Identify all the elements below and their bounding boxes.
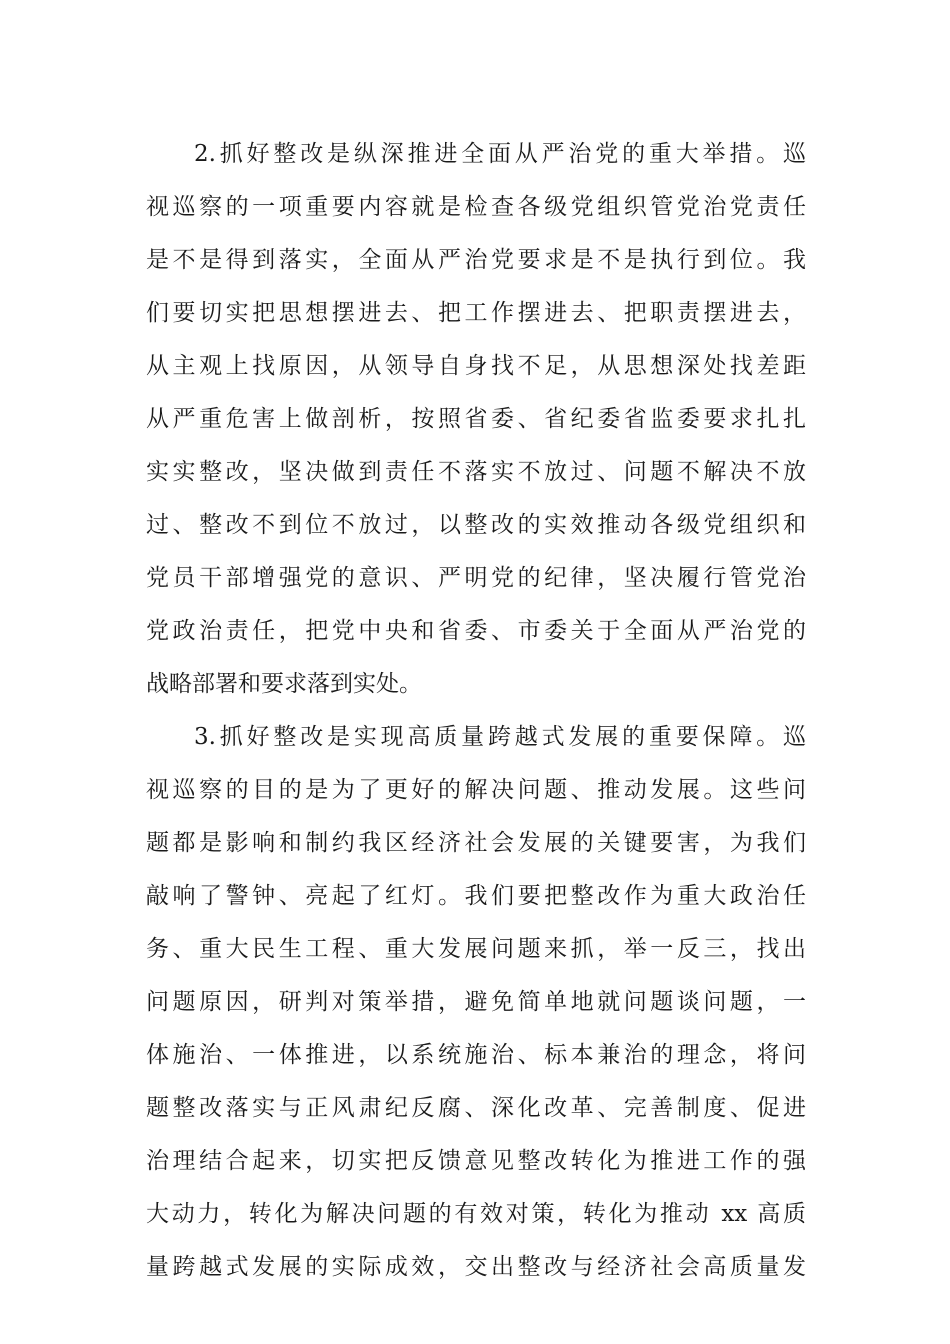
text-line: 务、重大民生工程、重大发展问题来抓，举一反三，找出 (146, 936, 806, 962)
text-line: 党员干部增强党的意识、严明党的纪律，坚决履行管党治 (146, 565, 806, 591)
text-line: 敲响了警钟、亮起了红灯。我们要把整改作为重大政治任 (146, 883, 806, 909)
text-line: 治理结合起来，切实把反馈意见整改转化为推进工作的强 (146, 1148, 806, 1174)
text-line: 大动力，转化为解决问题的有效对策，转化为推动 xx 高质 (146, 1201, 806, 1227)
paragraph-2 (146, 128, 806, 711)
text-line: 量跨越式发展的实际成效，交出整改与经济社会高质量发 (146, 1254, 806, 1280)
text-line: 是不是得到落实，全面从严治党要求是不是执行到位。我 (146, 247, 806, 273)
document-body (146, 128, 806, 1294)
text-line: 体施治、一体推进，以系统施治、标本兼治的理念，将问 (146, 1042, 806, 1068)
text-line: 战略部署和要求落到实处。 (146, 671, 422, 697)
text-line: 从严重危害上做剖析，按照省委、省纪委省监委要求扎扎 (146, 406, 806, 432)
text-line: 视巡察的一项重要内容就是检查各级党组织管党治党责任 (146, 194, 806, 220)
text-line: 题都是影响和制约我区经济社会发展的关键要害，为我们 (146, 830, 806, 856)
text-line: 视巡察的目的是为了更好的解决问题、推动发展。这些问 (146, 777, 806, 803)
text-line: 3.抓好整改是实现高质量跨越式发展的重要保障。巡 (194, 724, 806, 750)
paragraph-3 (146, 711, 806, 1294)
text-line: 过、整改不到位不放过，以整改的实效推动各级党组织和 (146, 512, 806, 538)
text-line: 们要切实把思想摆进去、把工作摆进去、把职责摆进去， (146, 300, 806, 326)
text-line: 党政治责任，把党中央和省委、市委关于全面从严治党的 (146, 618, 806, 644)
text-line: 从主观上找原因，从领导自身找不足，从思想深处找差距 (146, 353, 806, 379)
text-line: 问题原因，研判对策举措，避免简单地就问题谈问题，一 (146, 989, 806, 1015)
text-line: 实实整改，坚决做到责任不落实不放过、问题不解决不放 (146, 459, 806, 485)
text-line: 题整改落实与正风肃纪反腐、深化改革、完善制度、促进 (146, 1095, 806, 1121)
text-line: 2.抓好整改是纵深推进全面从严治党的重大举措。巡 (194, 141, 806, 167)
